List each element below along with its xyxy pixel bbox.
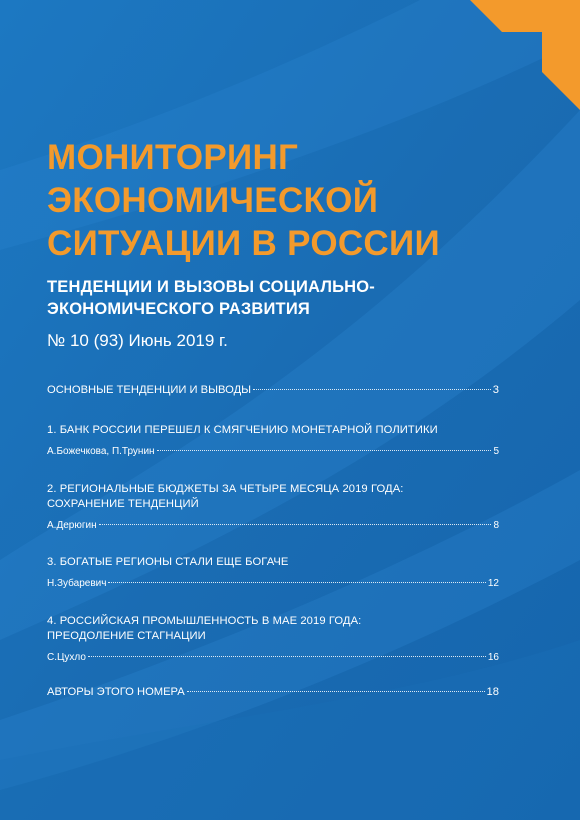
toc-page-number: 12 <box>487 578 499 589</box>
toc-line <box>47 685 499 700</box>
corner-arrow-logo <box>470 0 580 110</box>
toc-section-title: 2. РЕГИОНАЛЬНЫЕ БЮДЖЕТЫ ЗА ЧЕТЫРЕ МЕСЯЦА 2019 ГОДА: <box>47 483 404 495</box>
toc-line <box>47 576 499 591</box>
toc-entry-label: АВТОРЫ ЭТОГО НОМЕРА <box>47 686 185 698</box>
toc-entry-section-3[interactable] <box>47 555 499 591</box>
dot-leader <box>187 691 485 692</box>
toc-entry-section-1[interactable] <box>47 423 499 459</box>
toc-author: А.Дерюгин <box>47 520 97 531</box>
title-line-3: СИТУАЦИИ В РОССИИ <box>47 224 440 263</box>
dot-leader <box>99 524 492 525</box>
toc-entry-label: ОСНОВНЫЕ ТЕНДЕНЦИИ И ВЫВОДЫ <box>47 384 252 396</box>
title-line-1: МОНИТОРИНГ <box>47 138 299 177</box>
toc-line <box>47 518 499 533</box>
toc-section-title-continued: СОХРАНЕНИЕ ТЕНДЕНЦИЙ <box>47 498 199 510</box>
toc-page-number: 5 <box>493 446 499 457</box>
toc-line <box>47 650 499 665</box>
toc-author: А.Божечкова, П.Трунин <box>47 446 155 457</box>
toc-entry-authors[interactable] <box>47 685 499 700</box>
toc-page-number: 8 <box>493 520 499 531</box>
toc-page-number: 16 <box>487 652 499 663</box>
toc-line <box>47 383 499 398</box>
toc-author: Н.Зубаревич <box>47 578 107 589</box>
subtitle-line-1: ТЕНДЕНЦИИ И ВЫЗОВЫ СОЦИАЛЬНО- <box>47 278 376 296</box>
toc-entry-section-4[interactable] <box>47 614 499 665</box>
toc-section-title-continued: ПРЕОДОЛЕНИЕ СТАГНАЦИИ <box>47 630 206 642</box>
toc-author: С.Цухло <box>47 652 86 663</box>
toc-entry-section-2[interactable] <box>47 482 499 533</box>
toc-page-number: 18 <box>486 686 499 698</box>
toc-line <box>47 444 499 459</box>
dot-leader <box>157 450 492 451</box>
title-line-2: ЭКОНОМИЧЕСКОЙ <box>47 181 379 220</box>
issue-number: № 10 (93) Июнь 2019 г. <box>47 331 228 350</box>
journal-subtitle <box>47 276 375 320</box>
toc-page-number: 3 <box>492 384 499 396</box>
toc-entry-intro[interactable] <box>47 383 499 398</box>
dot-leader <box>253 389 491 390</box>
subtitle-line-2: ЭКОНОМИЧЕСКОГО РАЗВИТИЯ <box>47 300 310 318</box>
dot-leader <box>108 582 485 583</box>
toc-section-title: 1. БАНК РОССИИ ПЕРЕШЕЛ К СМЯГЧЕНИЮ МОНЕТАРНОЙ ПОЛИТИКИ <box>47 424 438 436</box>
toc-section-title: 3. БОГАТЫЕ РЕГИОНЫ СТАЛИ ЕЩЕ БОГАЧЕ <box>47 556 289 568</box>
journal-title <box>47 136 440 265</box>
dot-leader <box>88 656 486 657</box>
toc-section-title: 4. РОССИЙСКАЯ ПРОМЫШЛЕННОСТЬ В МАЕ 2019 ГОДА: <box>47 615 362 627</box>
